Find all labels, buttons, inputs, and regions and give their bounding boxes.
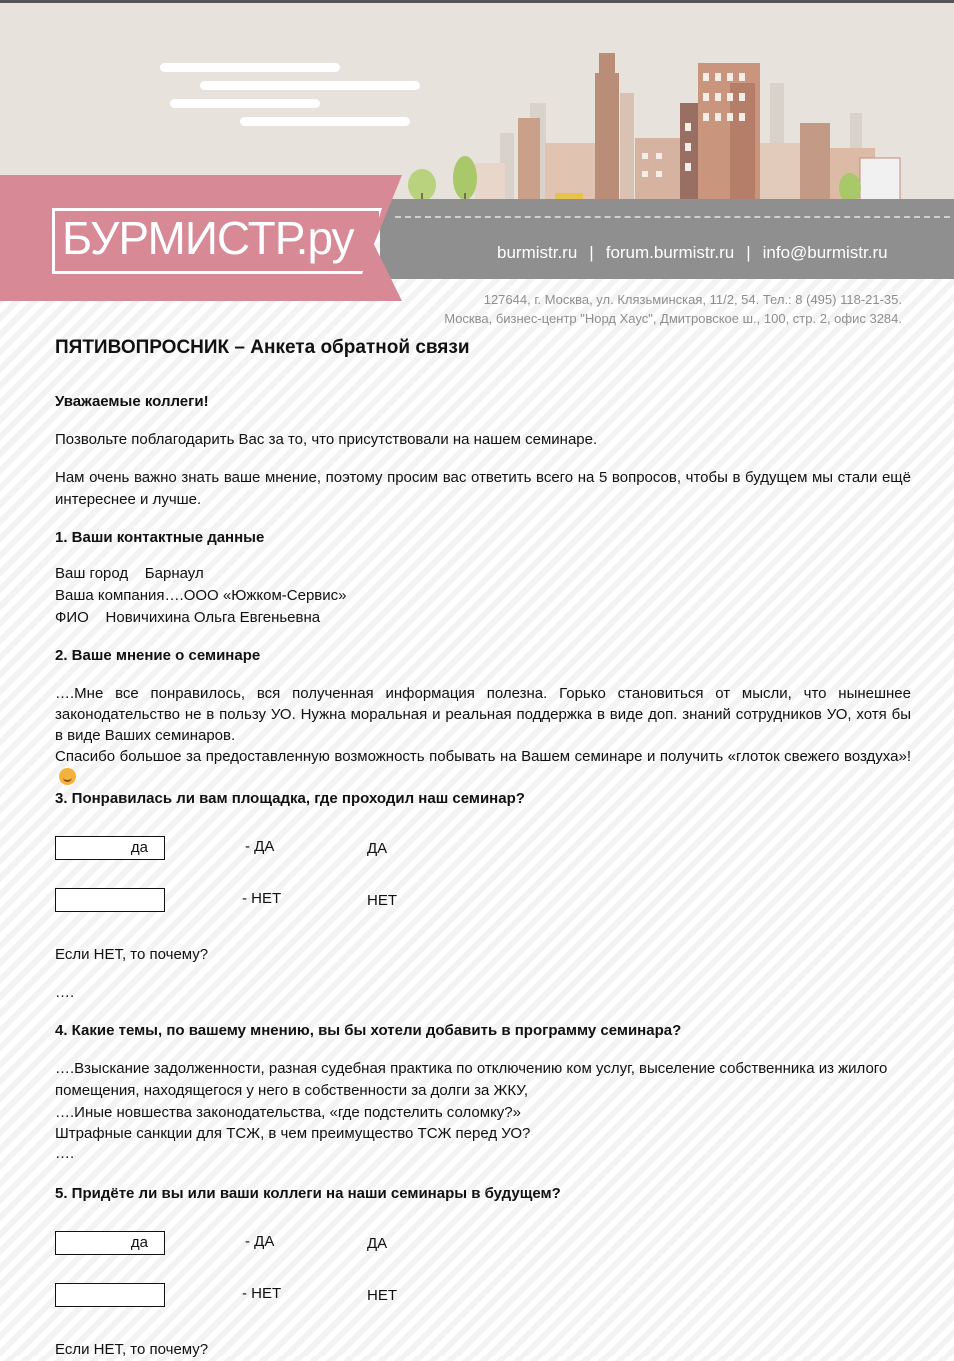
no-caption: НЕТ [367, 1287, 397, 1304]
answer-text [55, 746, 911, 788]
no-option-label: - НЕТ [242, 1285, 282, 1302]
yes-option-label: - ДА [245, 1233, 275, 1250]
no-answer-field[interactable] [55, 1283, 165, 1307]
forum-link[interactable]: forum.burmistr.ru [605, 243, 735, 262]
yes-no-block [55, 822, 911, 928]
greeting: Уважаемые коллеги! [55, 393, 209, 410]
road-band [380, 199, 954, 279]
questionnaire [55, 335, 911, 1361]
document-title: ПЯТИВОПРОСНИК – Анкета обратной связи [55, 337, 470, 358]
no-caption: НЕТ [367, 892, 397, 909]
why-label: Если НЕТ, то почему? [55, 946, 209, 963]
yes-caption: ДА [367, 1235, 388, 1252]
yes-answer-field[interactable]: да [55, 836, 165, 860]
why-answer: …. [55, 984, 75, 1001]
smiling-face-icon [59, 768, 76, 785]
answer-text: ….Иные новшества законодательства, «где подстелить соломку?» [55, 1104, 521, 1121]
site-link[interactable]: burmistr.ru [497, 243, 578, 262]
answer-text: ….Взыскание задолженности, разная судебная практика по отключению ком услуг, выселение собственника из жилого помещения, находящегося у него в собственности за долги за ЖКУ, [55, 1060, 888, 1099]
answer-city: Ваш город Барнаул [55, 565, 204, 582]
cloud-streak [170, 99, 320, 108]
answer-text: Штрафные санкции для ТСЖ, в чем преимущество ТСЖ перед УО? [55, 1125, 531, 1142]
answer-fio: ФИО Новичихина Ольга Евгеньевна [55, 609, 321, 626]
intro-text: Нам очень важно знать ваше мнение, поэтому просим вас ответить всего на 5 вопросов, чтобы в будущем мы стали ещё интереснее и лучше. [55, 469, 911, 508]
question-heading: 3. Понравилась ли вам площадка, где проходил наш семинар? [55, 790, 525, 807]
address-line: 127644, г. Москва, ул. Клязьминская, 11/2, 54. Тел.: 8 (495) 118-21-35. [483, 292, 902, 307]
email-link[interactable]: info@burmistr.ru [762, 243, 888, 262]
question-heading: 5. Придёте ли вы или ваши коллеги на наши семинары в будущем? [55, 1185, 561, 1202]
answer-text: ….Мне все понравилось, вся полученная информация полезна. Горько становиться от мысли, что нынешнее законодательство не в пользу УО. Нужна моральная и реальная поддержка в виде доп. знаний сотрудников УО, хотя бы в виде Ваших семинаров. [55, 685, 911, 744]
city-skyline-illustration [380, 43, 954, 213]
why-label: Если НЕТ, то почему? [55, 1341, 209, 1358]
link-separator: | [589, 243, 594, 262]
link-separator: | [746, 243, 751, 262]
yes-no-block [55, 1217, 911, 1323]
no-answer-field[interactable] [55, 888, 165, 912]
logo: БУРМИСТР.ру [62, 212, 354, 264]
cloud-streak [160, 63, 340, 72]
address-block [444, 290, 902, 328]
road-markings [395, 216, 950, 218]
address-line: Москва, бизнес-центр "Норд Хаус", Дмитровское ш., 100, стр. 2, офис 3284. [444, 311, 902, 326]
no-option-label: - НЕТ [242, 890, 282, 907]
answer-company: Ваша компания….ООО «Южком-Сервис» [55, 587, 347, 604]
letterhead [0, 3, 954, 333]
answer-text: …. [55, 1145, 75, 1162]
header-links [497, 243, 888, 263]
yes-answer-field[interactable]: да [55, 1231, 165, 1255]
question-heading: 2. Ваше мнение о семинаре [55, 647, 261, 664]
intro-text: Позвольте поблагодарить Вас за то, что присутствовали на нашем семинаре. [55, 431, 598, 448]
question-heading: 4. Какие темы, по вашему мнению, вы бы хотели добавить в программу семинара? [55, 1022, 682, 1039]
question-heading: 1. Ваши контактные данные [55, 529, 265, 546]
yes-caption: ДА [367, 840, 388, 857]
yes-option-label: - ДА [245, 838, 275, 855]
answer-text-content: Спасибо большое за предоставленную возможность побывать на Вашем семинаре и получить «глоток свежего воздуха»! [55, 748, 911, 765]
